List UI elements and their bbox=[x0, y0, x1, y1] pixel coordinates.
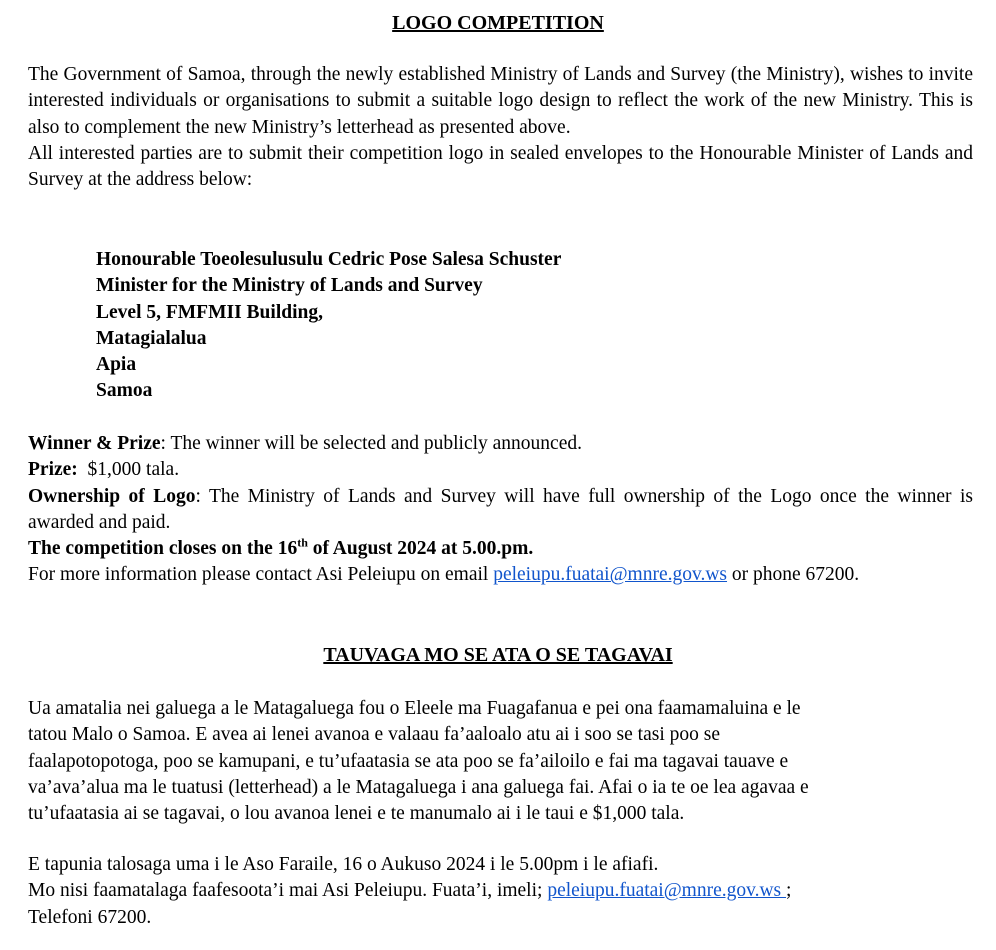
samoan-contact-line bbox=[28, 878, 973, 904]
prize-line bbox=[28, 457, 973, 483]
closing-text-end: of August 2024 at 5.00.pm. bbox=[307, 538, 534, 560]
contact-phone-text: or phone 67200. bbox=[727, 564, 860, 586]
samoan-phone: Telefoni 67200. bbox=[28, 906, 152, 928]
winner-label: Winner & Prize bbox=[28, 433, 161, 454]
samoan-closing bbox=[28, 852, 973, 931]
samoan-title: TAUVAGA MO SE ATA O SE TAGAVAI bbox=[323, 644, 673, 666]
ownership-line bbox=[28, 484, 973, 537]
competition-details bbox=[28, 431, 973, 589]
closing-text: The competition closes on the 16 bbox=[28, 538, 298, 560]
samoan-email-link[interactable]: peleiupu.fuatai@mnre.gov.ws bbox=[547, 880, 787, 902]
address-line: Honourable Toeolesulusulu Cedric Pose Salesa Schuster bbox=[96, 249, 562, 270]
submission-paragraph: All interested parties are to submit their competition logo in sealed envelopes to the Honourable Minister of Lands and Survey at the address below: bbox=[28, 142, 973, 191]
ownership-label: Ownership of Logo bbox=[28, 485, 196, 507]
closing-date-line bbox=[28, 536, 973, 562]
samoan-line: va’ava’alua ma le tuatusi (letterhead) a le Matagaluega i ana galuega fai. Afai o ia te oe lea agavaa e bbox=[28, 776, 809, 798]
samoan-line: tu’ufaatasia ai se tagavai, o lou avanoa lenei e te manumalo ai i le taui e $1,000 tala. bbox=[28, 803, 685, 825]
address-line: Level 5, FMFMII Building, bbox=[96, 301, 323, 323]
samoan-paragraph bbox=[28, 696, 973, 827]
contact-text: For more information please contact Asi Peleiupu on email bbox=[28, 564, 494, 586]
winner-line bbox=[28, 431, 973, 457]
samoan-line: faalapotopotoga, poo se kamupani, e tu’ufaatasia se ata poo se fa’ailoilo e fai ma tagavai tauave e bbox=[28, 750, 789, 772]
english-intro bbox=[28, 62, 973, 193]
prize-text: $1,000 tala. bbox=[77, 459, 180, 481]
intro-paragraph: The Government of Samoa, through the newly established Ministry of Lands and Survey (the Ministry), wishes to invite interested individuals or organisations to submit a suitable logo design to reflect the work of the new Ministry. This is also to complement the new Ministry’s letterhead as presented above. bbox=[28, 64, 973, 138]
winner-text: : The winner will be selected and publicly announced. bbox=[160, 433, 582, 454]
closing-ordinal: th bbox=[297, 535, 308, 550]
minister-address bbox=[96, 247, 561, 405]
samoan-line: Ua amatalia nei galuega a le Matagaluega fou o Eleele ma Fuagafanua e pei ona faamamaluina e le bbox=[28, 698, 801, 719]
contact-email-link[interactable]: peleiupu.fuatai@mnre.gov.ws bbox=[493, 564, 728, 586]
address-line: Matagialalua bbox=[96, 327, 207, 349]
contact-line bbox=[28, 562, 973, 588]
address-line: Minister for the Ministry of Lands and Survey bbox=[96, 275, 483, 297]
samoan-contact-text: Mo nisi faamatalaga faafesoota’i mai Asi Peleiupu. Fuata’i, imeli; bbox=[28, 880, 548, 902]
samoan-line: tatou Malo o Samoa. E avea ai lenei avanoa e valaau fa’aaloalo atu ai i soo se tasi poo se bbox=[28, 724, 720, 746]
ownership-text: : The Ministry of Lands and Survey will have full ownership of the Logo once the winner is awarded and paid. bbox=[28, 485, 973, 533]
address-line: Apia bbox=[96, 354, 137, 376]
prize-label: Prize: bbox=[28, 459, 78, 481]
samoan-contact-end: ; bbox=[786, 880, 792, 902]
samoan-closing-date: E tapunia talosaga uma i le Aso Faraile, 16 o Aukuso 2024 i le 5.00pm i le afiafi. bbox=[28, 854, 659, 875]
address-line: Samoa bbox=[96, 380, 153, 402]
english-title: LOGO COMPETITION bbox=[392, 12, 604, 34]
